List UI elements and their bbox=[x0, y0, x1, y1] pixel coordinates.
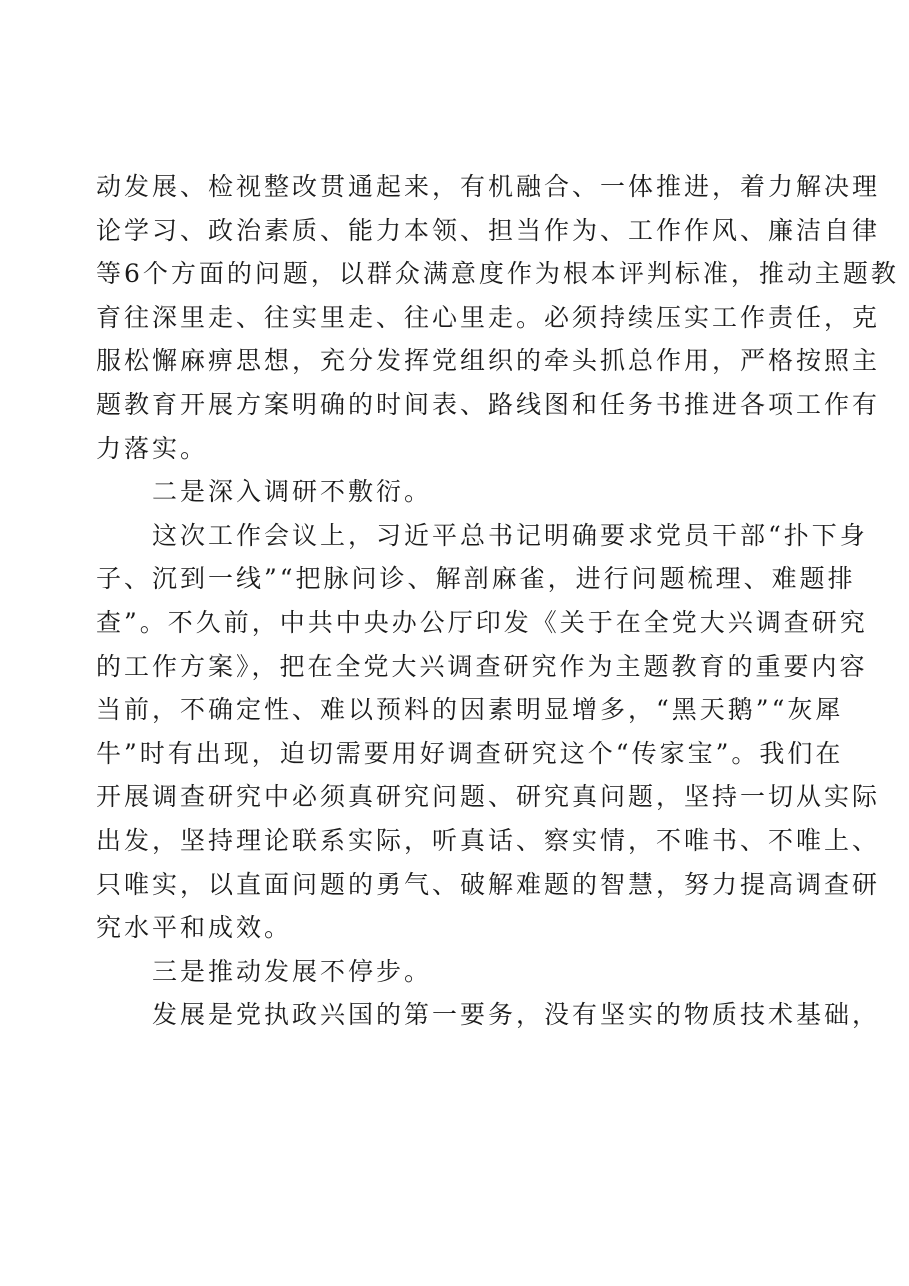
text-line: 牛”时有出现，迫切需要用好调查研究这个“传家宝”。我们在 bbox=[96, 738, 844, 768]
text-line: 当前，不确定性、难以预料的因素明显增多，“黑天鹅”“灰犀 bbox=[96, 695, 844, 725]
text-line: 查”。不久前，中共中央办公厅印发《关于在全党大兴调查研究 bbox=[96, 607, 868, 637]
text-line: 育往深里走、往实里走、往心里走。必须持续压实工作责任，克 bbox=[96, 302, 881, 332]
text-line: 论学习、政治素质、能力本领、担当作为、工作作风、廉洁自律 bbox=[96, 215, 881, 245]
text-line: 究水平和成效。 bbox=[96, 913, 293, 943]
text-line: 等6个方面的问题，以群众满意度作为根本评判标准，推动主题教 bbox=[96, 259, 899, 289]
text-line: 题教育开展方案明确的时间表、路线图和任务书推进各项工作有 bbox=[96, 389, 881, 419]
text-line: 出发，坚持理论联系实际，听真话、察实情，不唯书、不唯上、 bbox=[96, 825, 881, 855]
text-line: 二是深入调研不敷衍。 bbox=[152, 477, 433, 507]
paragraph-5 bbox=[96, 993, 881, 1037]
paragraph-1 bbox=[96, 165, 899, 470]
text-line: 发展是党执政兴国的第一要务，没有坚实的物质技术基础， bbox=[152, 1000, 881, 1030]
paragraph-3 bbox=[96, 514, 881, 950]
text-line: 三是推动发展不停步。 bbox=[152, 956, 433, 986]
text-line: 力落实。 bbox=[96, 433, 209, 463]
text-line: 动发展、检视整改贯通起来，有机融合、一体推进，着力解决理 bbox=[96, 172, 881, 201]
section-heading-2 bbox=[96, 470, 836, 514]
text-line: 只唯实，以直面问题的勇气、破解难题的智慧，努力提高调查研 bbox=[96, 869, 881, 899]
text-line: 这次工作会议上，习近平总书记明确要求党员干部“扑下身 bbox=[152, 520, 868, 550]
document-body bbox=[96, 165, 899, 1037]
text-line: 子、沉到一线”“把脉问诊、解剖麻雀，进行问题梳理、难题排 bbox=[96, 564, 856, 594]
text-line: 服松懈麻痹思想，充分发挥党组织的牵头抓总作用，严格按照主 bbox=[96, 346, 881, 376]
section-heading-3 bbox=[96, 950, 836, 994]
text-line: 的工作方案》，把在全党大兴调查研究作为主题教育的重要内容 bbox=[96, 651, 868, 681]
text-line: 开展调查研究中必须真研究问题、研究真问题，坚持一切从实际 bbox=[96, 782, 881, 812]
